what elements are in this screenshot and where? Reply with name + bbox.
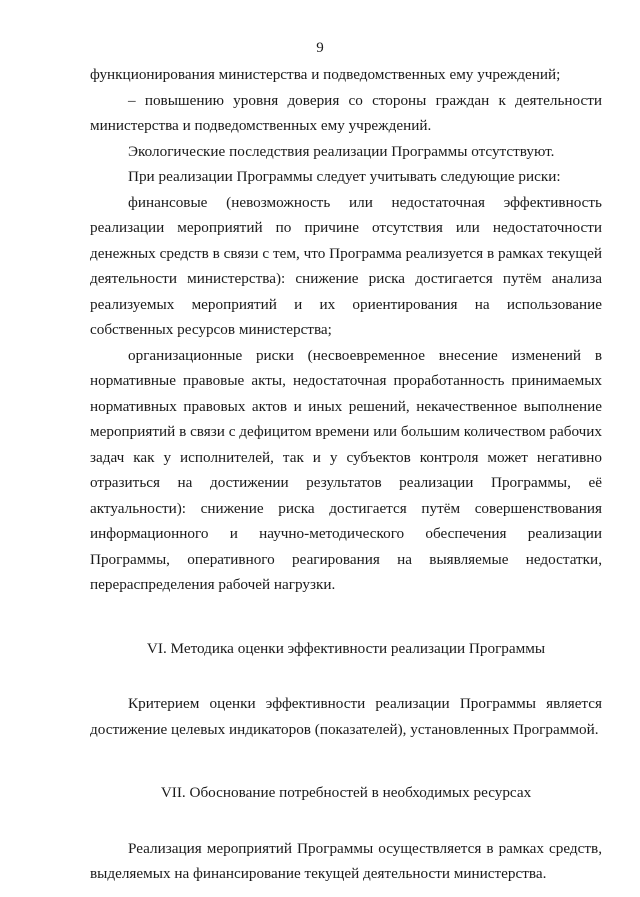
paragraph-trust: – повышению уровня доверия со стороны граждан к деятельности министерства и подведомственных ему учреждений. (90, 91, 602, 134)
paragraph-continuation: функционирования министерства и подведомственных ему учреждений; (90, 66, 561, 83)
spacer (90, 742, 602, 780)
paragraph-financial-risks: финансовые (невозможность или недостаточная эффективность реализации мероприятий по причине отсутствия или недостаточности денежных средств в связи с тем, что Программа реализуется в рамках текущей деятельности министерства): снижение риска достигается путём анализа реализуемых мероприятий и их ориентирования на использование собственных ресурсов министерства; (90, 193, 602, 338)
paragraph-risks-intro: При реализации Программы следует учитывать следующие риски: (128, 168, 561, 185)
section-heading-vi: VI. Методика оценки эффективности реализации Программы (146, 639, 546, 657)
paragraph-organizational-risks: организационные риски (несвоевременное внесение изменений в нормативные правовые акты, недостаточная проработанность принимаемых нормативных правовых актов и иных решений, некачественное выполнение мероприятий в связи с дефицитом времени или большим количеством рабочих задач как у исполнителей, так и у субъектов контроля может негативно отразиться на достижении результатов реализации Программы, её актуальности): снижение риска достигается путём совершенствования информационного и научно-методического обеспечения реализации Программы, оперативного реагирования на выявляемые недостатки, перераспределения рабочей нагрузки. (90, 346, 602, 593)
page-number: 9 (316, 40, 324, 56)
document-body (90, 62, 602, 887)
paragraph-section-vii: Реализация мероприятий Программы осуществляется в рамках средств, выделяемых на финансирование текущей деятельности министерства. (90, 839, 602, 882)
paragraph-section-vi: Критерием оценки эффективности реализации Программы является достижение целевых индикаторов (показателей), установленных Программой. (90, 695, 602, 738)
spacer (90, 806, 602, 836)
spacer (90, 661, 602, 691)
paragraph-ecology: Экологические последствия реализации Программы отсутствуют. (128, 142, 555, 160)
spacer (90, 598, 602, 636)
section-heading-vii: VII. Обоснование потребностей в необходимых ресурсах (160, 784, 532, 801)
